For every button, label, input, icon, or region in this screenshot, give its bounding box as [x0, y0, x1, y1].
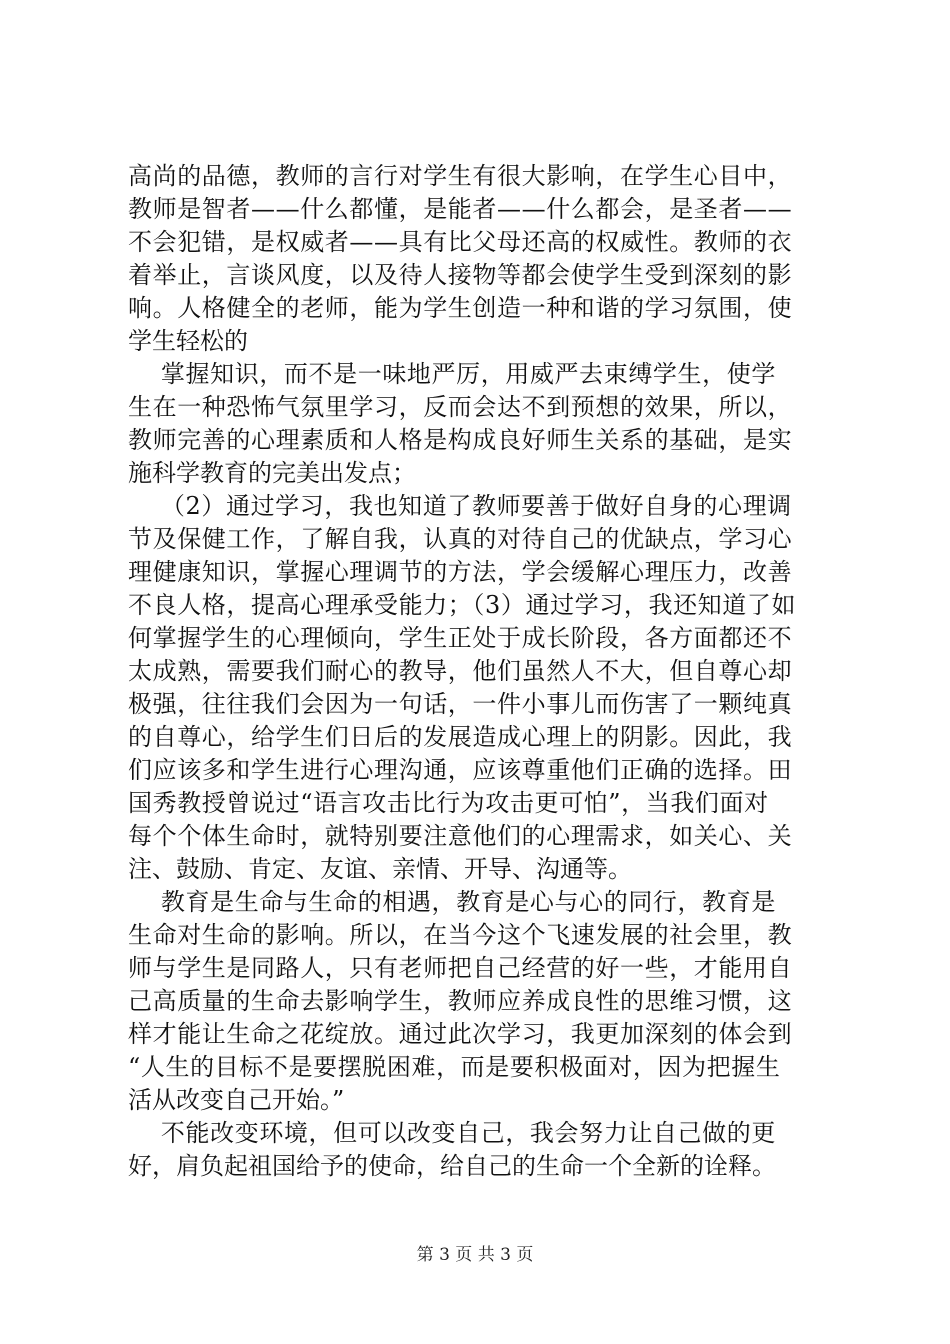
text-line: 教育是生命与生命的相遇，教育是心与心的同行，教育是	[128, 888, 776, 916]
text-line: 教师完善的心理素质和人格是构成良好师生关系的基础，是实	[128, 426, 793, 454]
text-line: 好，肩负起祖国给予的使命，给自己的生命一个全新的诠释。	[128, 1152, 776, 1180]
text-line: 教师是智者——什么都懂，是能者——什么都会，是圣者——	[128, 195, 793, 223]
text-line: 何掌握学生的心理倾向，学生正处于成长阶段，各方面都还不	[128, 624, 793, 652]
document-body	[128, 160, 838, 1183]
text-line: 注、鼓励、肯定、友谊、亲情、开导、沟通等。	[128, 855, 632, 883]
text-line: （2）通过学习，我也知道了教师要善于做好自身的心理调	[128, 492, 792, 520]
text-line: 的自尊心，给学生们日后的发展造成心理上的阴影。因此，我	[128, 723, 793, 751]
text-line: 每个个体生命时，就特别要注意他们的心理需求，如关心、关	[128, 822, 793, 850]
paragraph	[128, 490, 838, 886]
text-line: 们应该多和学生进行心理沟通，应该尊重他们正确的选择。田	[128, 756, 793, 784]
paragraph	[128, 160, 838, 358]
paragraph	[128, 886, 838, 1117]
text-line: 国秀教授曾说过“语言攻击比行为攻击更可怕”，当我们面对	[128, 789, 769, 817]
text-line: 不能改变环境，但可以改变自己，我会努力让自己做的更	[128, 1119, 776, 1147]
text-line: 活从改变自己开始。”	[128, 1086, 345, 1114]
paragraph	[128, 1117, 838, 1183]
text-line: 掌握知识，而不是一味地严厉，用威严去束缚学生，使学	[128, 360, 776, 388]
page-footer: 第 3 页 共 3 页	[416, 1245, 534, 1265]
text-line: 不会犯错，是权威者——具有比父母还高的权威性。教师的衣	[128, 228, 793, 256]
text-line: 极强，往往我们会因为一句话，一件小事儿而伤害了一颗纯真	[128, 690, 793, 718]
text-line: 高尚的品德，教师的言行对学生有很大影响，在学生心目中，	[128, 162, 793, 190]
text-line: 太成熟，需要我们耐心的教导，他们虽然人不大，但自尊心却	[128, 657, 793, 685]
text-line: 学生轻松的	[128, 327, 248, 355]
text-line: 师与学生是同路人，只有老师把自己经营的好一些，才能用自	[128, 954, 793, 982]
text-line: 节及保健工作，了解自我，认真的对待自己的优缺点，学习心	[128, 525, 793, 553]
text-line: 着举止，言谈风度，以及待人接物等都会使学生受到深刻的影	[128, 261, 793, 289]
text-line: 生命对生命的影响。所以，在当今这个飞速发展的社会里，教	[128, 921, 793, 949]
text-line: “人生的目标不是要摆脱困难，而是要积极面对，因为把握生	[128, 1053, 781, 1081]
text-line: 己高质量的生命去影响学生，教师应养成良性的思维习惯，这	[128, 987, 793, 1015]
text-line: 响。人格健全的老师，能为学生创造一种和谐的学习氛围，使	[128, 294, 793, 322]
text-line: 样才能让生命之花绽放。通过此次学习，我更加深刻的体会到	[128, 1020, 793, 1048]
text-line: 理健康知识，掌握心理调节的方法，学会缓解心理压力，改善	[128, 558, 793, 586]
text-line: 生在一种恐怖气氛里学习，反而会达不到预想的效果，所以，	[128, 393, 793, 421]
paragraph	[128, 358, 838, 490]
text-line: 施科学教育的完美出发点；	[128, 459, 416, 487]
text-line: 不良人格，提高心理承受能力；（3）通过学习，我还知道了如	[128, 591, 797, 619]
